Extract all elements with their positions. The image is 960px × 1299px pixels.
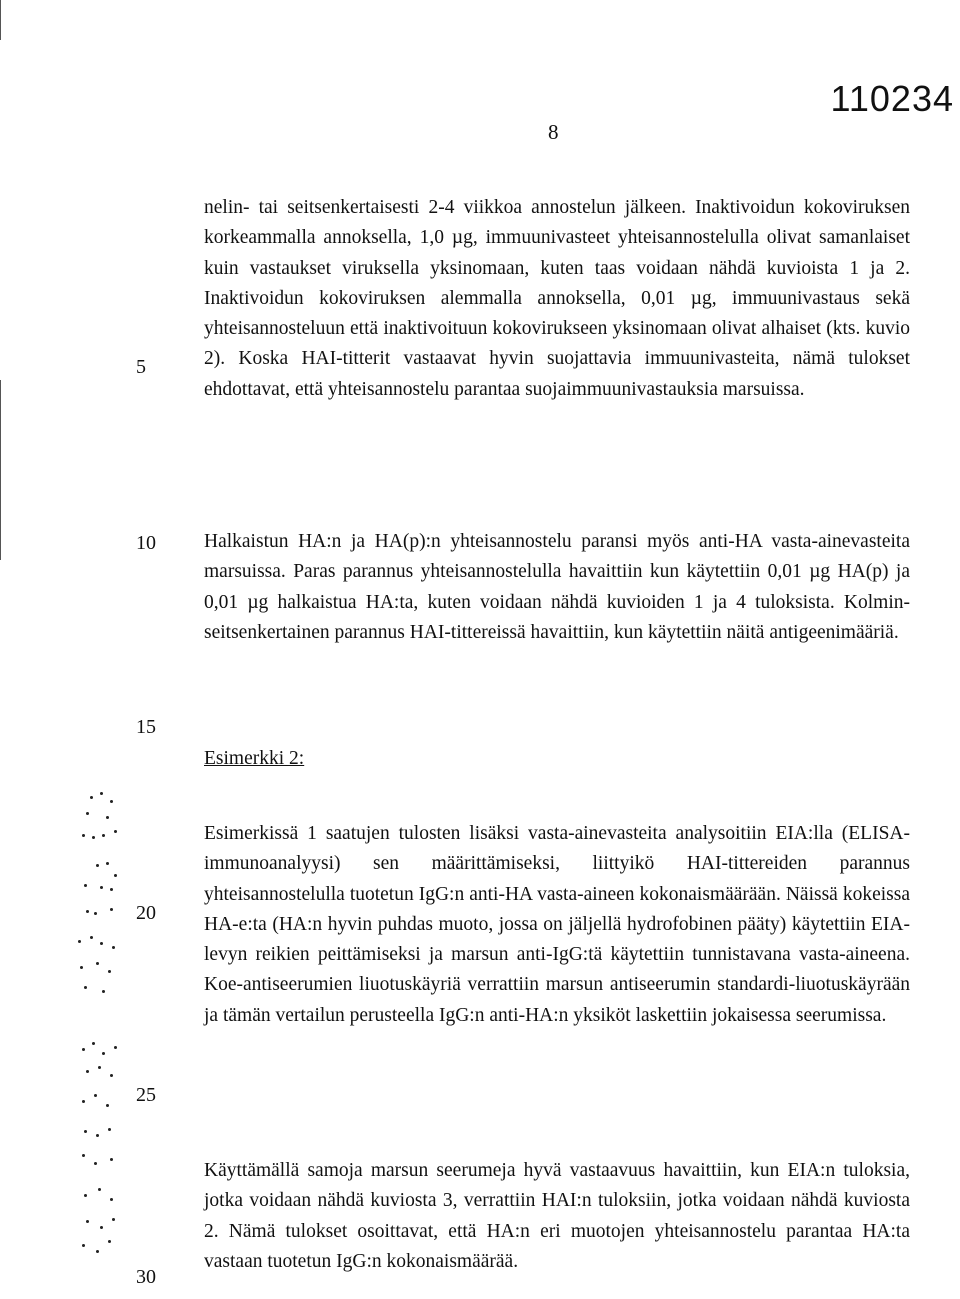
paragraph-4: Käyttämällä samoja marsun seerumeja hyvä vastaavuus havaittiin, kun EIA:n tuloksia, jotka voidaan nähdä kuviosta 3, verrattiin HAI:n tuloksiin, jotka voidaan nähdä kuviosta 2. Nämä tulokset osoittavat, että HA:n eri muotojen yhteisannostelu parantaa HA:ta vastaan tuotetun IgG:n kokonaismäärää. — [204, 1160, 910, 1272]
section-heading: Esimerkki 2: — [204, 748, 305, 769]
line-number: 30 — [136, 1266, 156, 1288]
paragraph-2: Halkaistun HA:n ja HA(p):n yhteisannostelu paransi myös anti-HA vasta-ainevasteita marsuissa. Paras parannus yhteisannostelulla havaittiin kun käytettiin 0,01 µg HA(p) ja 0,01 µg halkaistua HA:ta, kuten voidaan nähdä kuvioiden 1 ja 4 tuloksista. Kolmin-seitsenkertainen parannus HAI-tittereissä havaittiin, kun käytettiin näitä antigeenimääriä. — [204, 531, 910, 643]
line-number: 15 — [136, 716, 156, 738]
line-number: 5 — [136, 356, 146, 378]
line-number: 20 — [136, 902, 156, 924]
scan-edge-line — [0, 0, 1, 40]
page-number: 8 — [548, 120, 559, 144]
margin-dot-marks — [70, 790, 134, 1290]
paragraph-1: nelin- tai seitsenkertaisesti 2-4 viikkoa annostelun jälkeen. Inaktivoidun kokoviruksen korkeammalla annoksella, 1,0 µg, immuunivasteet yhteisannostelulla olivat samanlaiset kuin vastaukset viruksella yksinomaan, kuten taas voidaan nähdä kuvioista 1 ja 2. Inaktivoidun kokoviruksen alemmalla annoksella, 0,01 µg, immuunivastaus sekä yhteisannosteluun että inaktivoituun kokovirukseen yksinomaan olivat alhaiset (kts. kuvio 2). Koska HAI-titterit vastaavat hyvin suojattavia immuunivasteita, nämä tulokset ehdottavat, että yhteisannostelu parantaa suojaimmuunivastauksia marsuissa. — [204, 197, 910, 400]
paragraph-3: Esimerkissä 1 saatujen tulosten lisäksi vasta-ainevasteita analysoitiin EIA:lla (ELISA-immunoanalyysi) sen määrittämiseksi, liittyikö HAI-tittereiden parannus yhteisannostelulla tuotetun IgG:n anti-HA vasta-aineen kokonaismäärään. Näissä kokeissa HA-e:ta (HA:n hyvin puhdas muoto, jossa on jäljellä hydrofobinen pääty) käytettiin EIA-levyn reikien peittämiseksi ja marsun anti-IgG:tä käytettiin tunnistavana vasta-aineena. Koe-antiseerumien liuotuskäyriä verrattiin marsun antiseerumin standardi-liuotuskäyrään ja tämän vertailun perusteella IgG:n anti-HA:n yksiköt laskettiin jokaisessa seerumissa. — [204, 823, 910, 1026]
document-number: 110234 — [830, 78, 954, 119]
line-number: 25 — [136, 1084, 156, 1106]
scan-edge-line — [0, 380, 1, 560]
line-number: 10 — [136, 532, 156, 554]
